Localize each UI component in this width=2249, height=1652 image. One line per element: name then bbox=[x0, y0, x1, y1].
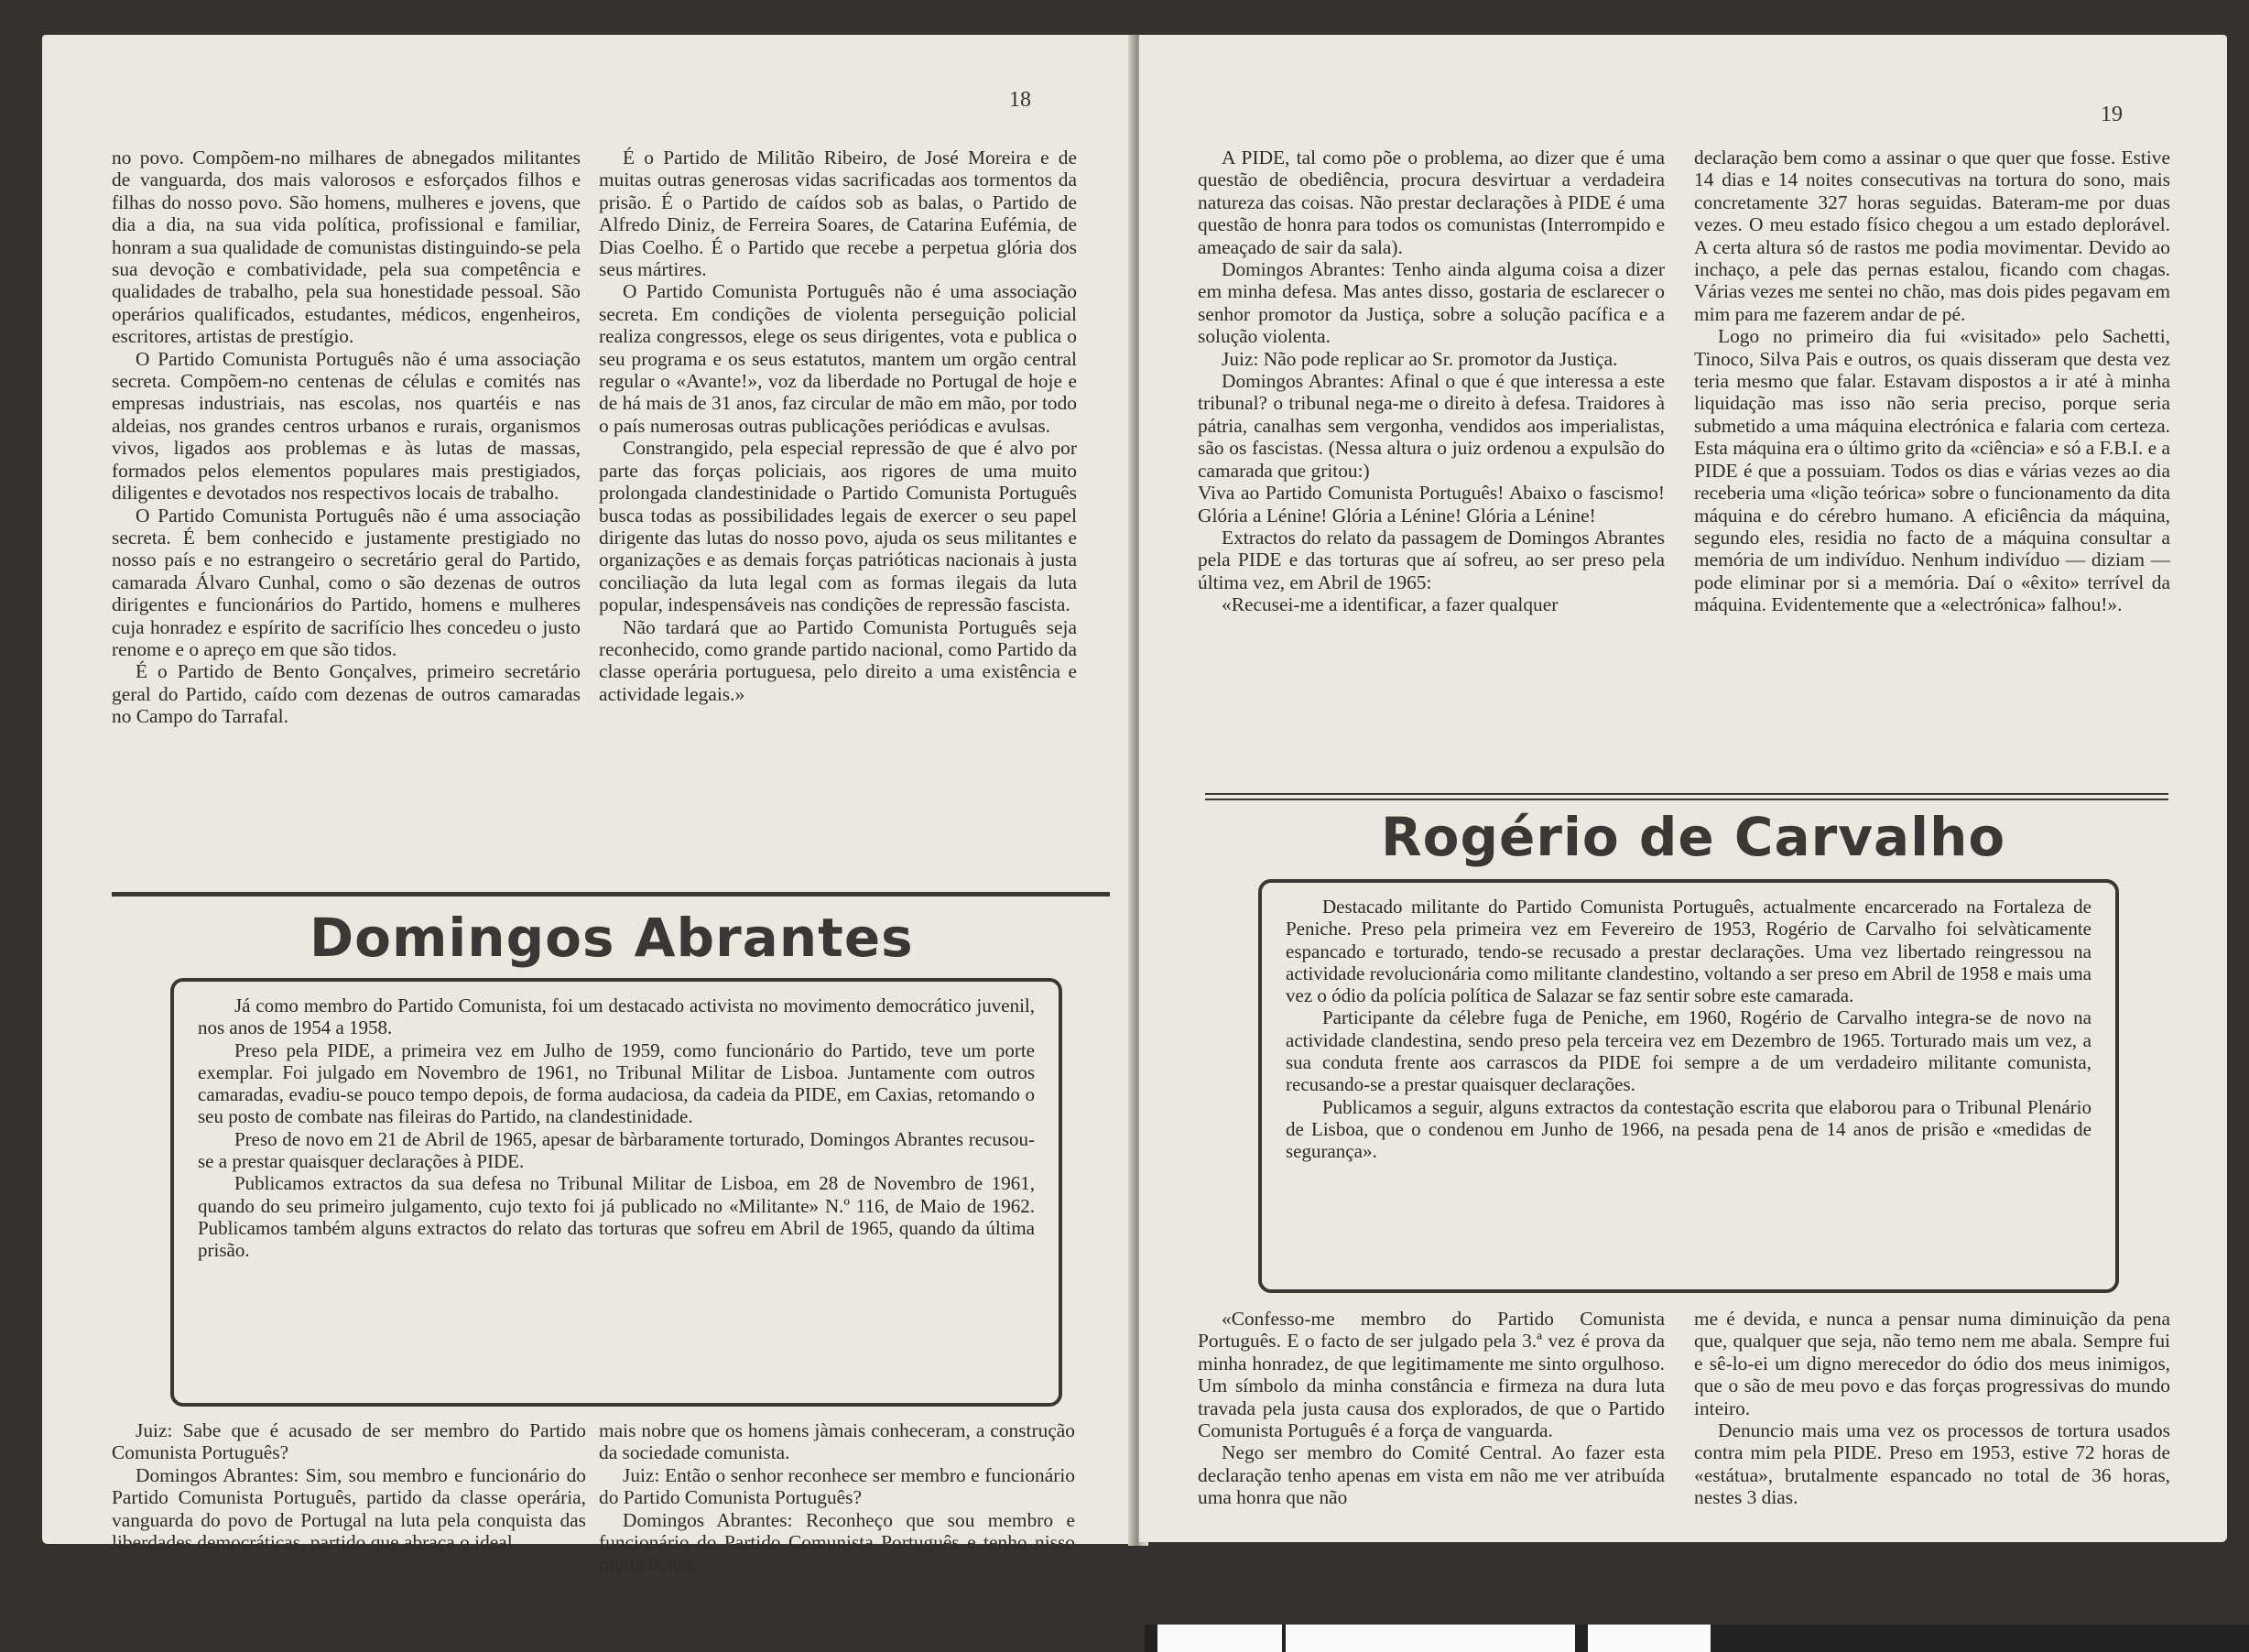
bio-paragraph: Preso de novo em 21 de Abril de 1965, apesar de bàrbaramente torturado, Domingos Abrantes recusou-se a prestar quaisquer declarações à PIDE. bbox=[198, 1127, 1035, 1173]
paragraph: O Partido Comunista Português não é uma associação secreta. Compõem-no centenas de células e comités nas empresas industriais, nas escolas, nos quartéis e nas aldeias, nos grandes centros urbanos e rurais, organismos vivos, ligados aos problemas e às lutas de massas, formados pelos elementos populares mais prestigiados, diligentes e devotados nos respectivos locais de trabalho. bbox=[112, 347, 581, 505]
paragraph: Logo no primeiro dia fui «visitado» pelo Sachetti, Tinoco, Silva Pais e outros, os quais disseram que desta vez teria mesmo que falar. Estavam dispostos a ir até à minha liquidação mas isso não seria preciso, porque seria submetido a uma máquina electrónica e falaria com certeza. Esta máquina era o último grito da «ciência» e só a F.B.I. e a PIDE é que a possuiam. Todos os dias e várias vezes ao dia receberia uma «lição teórica» sobre o funcionamento da dita máquina e do cérebro humano. A eficiência da máquina, segundo eles, residia no facto de a máquina consultar a memória de um indivíduo. Nenhum indivíduo — diziam — pode eliminar por si a memória. Daí o «êxito» terrível da máquina. Evidentemente que a «electrónica» falhou!». bbox=[1694, 325, 2170, 616]
bio-box bbox=[1258, 879, 2119, 1293]
left-col-2 bbox=[599, 147, 1077, 705]
right-bottom-col-1 bbox=[1198, 1308, 1665, 1509]
bio-paragraph: Já como membro do Partido Comunista, foi um destacado activista no movimento democrático juvenil, nos anos de 1954 a 1958. bbox=[198, 994, 1035, 1039]
paragraph: Viva ao Partido Comunista Português! Abaixo o fascismo! Glória a Lénine! Glória a Lénine! Glória a Lénine! bbox=[1198, 482, 1665, 527]
paragraph: Nego ser membro do Comité Central. Ao fazer esta declaração tenho apenas em vista em não me ver atribuída uma honra que não bbox=[1198, 1441, 1665, 1509]
page-19 bbox=[1139, 35, 2227, 1542]
bio-paragraph: Participante da célebre fuga de Peniche, em 1960, Rogério de Carvalho integra-se de novo na actividade clandestina, sendo preso pela terceira vez em Dezembro de 1965. Torturado mais um vez, a sua conduta frente aos carrascos da PIDE foi sempre a de um verdadeiro militante comunista, recusando-se a prestar quaisquer declarações. bbox=[1286, 1006, 2091, 1096]
paragraph: A PIDE, tal como põe o problema, ao dizer que é uma questão de obediência, procura desvirtuar a verdadeira natureza das coisas. Não prestar declarações à PIDE é uma questão de honra para todos os comunistas (Interrompido e ameaçado de sair da sala). bbox=[1198, 147, 1665, 258]
scale-bar bbox=[1145, 1625, 2249, 1652]
right-col-2 bbox=[1694, 147, 2170, 616]
paragraph: mais nobre que os homens jàmais conheceram, a construção da sociedade comunista. bbox=[599, 1419, 1075, 1464]
paragraph: É o Partido de Militão Ribeiro, de José Moreira e de muitas outras generosas vidas sacrificadas aos tormentos da prisão. É o Partido de caídos sob as balas, o Partido de Alfredo Diniz, de Ferreira Soares, de Catarina Eufémia, de Dias Coelho. É o Partido que recebe a perpetua glória dos seus mártires. bbox=[599, 147, 1077, 281]
bio-box bbox=[170, 978, 1062, 1407]
left-col-1 bbox=[112, 147, 581, 728]
left-bottom-col-1 bbox=[112, 1419, 586, 1553]
bio-paragraph: Publicamos a seguir, alguns extractos da contestação escrita que elaborou para o Tribunal Plenário de Lisboa, que o condenou em Junho de 1966, na pesada pena de 14 anos de prisão e «medidas de segurança». bbox=[1286, 1095, 2091, 1163]
page-number: 19 bbox=[2101, 103, 2123, 126]
paragraph: Juiz: Não pode replicar ao Sr. promotor da Justiça. bbox=[1222, 347, 1618, 370]
paragraph: O Partido Comunista Português não é uma associação secreta. Em condições de violenta perseguição policial realiza congressos, elege os seus dirigentes, vota e publica o seu programa e os seus estatutos, mantem um orgão central regular o «Avante!», voz da liberdade no Portugal de hoje e de há mais de 31 anos, faz circular de mão em mão, por todo o país numerosas outras publicações periódicas e avulsas. bbox=[599, 280, 1077, 437]
bio-paragraph: Preso pela PIDE, a primeira vez em Julho de 1959, como funcionário do Partido, teve um porte exemplar. Foi julgado em Novembro de 1961, no Tribunal Militar de Lisboa. Juntamente com outros camaradas, evadiu-se pouco tempo depois, de forma audaciosa, da cadeia da PIDE, em Caxias, retomando o seu posto de combate nas fileiras do Partido, na clandestinidade. bbox=[198, 1038, 1035, 1128]
section-rule bbox=[1205, 799, 2168, 800]
page-18 bbox=[42, 35, 1134, 1576]
paragraph: «Confesso-me membro do Partido Comunista Português. E o facto de ser julgado pela 3.ª vez é prova da minha honradez, de que legitimamente me sinto orgulhoso. Um símbolo da minha constância e firmeza na dura luta travada pela justa causa dos explorados, de que o Partido Comunista Português é a força de vanguarda. bbox=[1198, 1308, 1665, 1442]
page-number: 18 bbox=[1009, 88, 1031, 112]
paragraph: Constrangido, pela especial repressão de que é alvo por parte das forças policiais, aos rigores de uma muito prolongada clandestinidade o Partido Comunista Português busca todas as possibilidades legais de exercer o seu papel dirigente das lutas do nosso povo, ajuda os seus militantes e organizações e as demais forças patrióticas nacionais à justa conciliação da luta legal com as formas ilegais da luta popular, indespensáveis nas condições de repressão fascista. bbox=[599, 437, 1077, 616]
right-bottom-col-2 bbox=[1694, 1308, 2170, 1509]
paragraph: O Partido Comunista Português não é uma associação secreta. É bem conhecido e justamente prestigiado no nosso país e no estrangeiro o secretário geral do Partido, camarada Álvaro Cunhal, como o são dezenas de outros dirigentes e funcionários do Partido, homens e mulheres cuja honradez e espírito de sacrifício lhes concedeu o justo renome e o apreço em que são tidos. bbox=[112, 504, 581, 660]
paragraph: declaração bem como a assinar o que quer que fosse. Estive 14 dias e 14 noites consecutivas na tortura do sono, mais concretamente 327 horas seguidas. Bateram-me por duas vezes. O meu estado físico chegou a um estado deplorável. A certa altura só de rastos me podia movimentar. Devido ao inchaço, a pele das pernas estalou, ficando com chagas. Várias vezes me sentei no chão, mas dois pides pegavam em mim para me fazerem andar de pé. bbox=[1694, 147, 2170, 325]
paragraph: Domingos Abrantes: Sim, sou membro e funcionário do Partido Comunista Português, partido da classe operária, vanguarda do povo de Portugal na luta pela conquista das liberdades democráticas, partido que abraça o ideal bbox=[112, 1463, 586, 1554]
paragraph: «Recusei-me a identificar, a fazer qualquer bbox=[1222, 593, 1559, 616]
paragraph: no povo. Compõem-no milhares de abnegados militantes de vanguarda, dos mais valorosos e esforçados filhos e filhas do nosso povo. São homens, mulheres e jovens, que dia a dia, na sua vida política, profissional e familiar, honram a sua qualidade de comunistas distinguindo-se pela sua devoção e combatividade, pela sua competência e qualidades de trabalho, pela sua honestidade pessoal. São operários qualificados, estudantes, médicos, engenheiros, escritores, artistas de prestígio. bbox=[112, 147, 581, 348]
bio-paragraph: Publicamos extractos da sua defesa no Tribunal Militar de Lisboa, em 28 de Novembro de 1961, quando do seu primeiro julgamento, cujo texto foi já publicado no «Militante» N.º 116, de Maio de 1962. Publicamos também alguns extractos do relato das torturas que sofreu em Abril de 1965, quando da última prisão. bbox=[198, 1172, 1035, 1262]
paragraph: Extractos do relato da passagem de Domingos Abrantes pela PIDE e das torturas que aí sofreu, ao ser preso pela última vez, em Abril de 1965: bbox=[1198, 526, 1665, 593]
paragraph: Juiz: Sabe que é acusado de ser membro do Partido Comunista Português? bbox=[112, 1419, 586, 1464]
paragraph: Denuncio mais uma vez os processos de tortura usados contra mim pela PIDE. Preso em 1953, estive 72 horas de «estátua», brutalmente espancado no total de 36 horas, nestes 3 dias. bbox=[1694, 1419, 2170, 1509]
paragraph: Domingos Abrantes: Afinal o que é que interessa a este tribunal? o tribunal nega-me o direito à defesa. Traidores à pátria, canalhas sem vergonha, vendidos aos imperialistas, são os fascistas. (Nessa altura o juiz ordenou a expulsão do camarada que gritou:) bbox=[1198, 370, 1665, 482]
section-heading: Domingos Abrantes bbox=[310, 907, 914, 969]
section-heading: Rogério de Carvalho bbox=[1381, 806, 2006, 868]
paragraph: Juiz: Então o senhor reconhece ser membro e funcionário do Partido Comunista Português? bbox=[599, 1463, 1075, 1509]
paragraph: É o Partido de Bento Gonçalves, primeiro secretário geral do Partido, caído com dezenas de outros camaradas no Campo do Tarrafal. bbox=[112, 660, 581, 728]
left-bottom-col-2 bbox=[599, 1419, 1075, 1576]
right-col-1 bbox=[1198, 147, 1665, 616]
paragraph: me é devida, e nunca a pensar numa diminuição da pena que, qualquer que seja, não temo nem me abala. Sempre fui e sê-lo-ei um digno merecedor do ódio dos meus inimigos, que o são de meu povo e das forças progressivas do mundo inteiro. bbox=[1694, 1308, 2170, 1419]
paragraph: Não tardará que ao Partido Comunista Português seja reconhecido, como grande partido nacional, como Partido da classe operária portuguesa, pelo direito a uma existência e actividade legais.» bbox=[599, 615, 1077, 705]
paragraph: Domingos Abrantes: Reconheço que sou membro e funcionário do Partido Comunista Português e tenho nisso muita honra. bbox=[599, 1508, 1075, 1576]
section-rule bbox=[1205, 793, 2168, 795]
section-rule bbox=[112, 892, 1110, 897]
paragraph: Domingos Abrantes: Tenho ainda alguma coisa a dizer em minha defesa. Mas antes disso, gostaria de esclarecer o senhor promotor da Justiça, sobre a solução pacífica e a solução violenta. bbox=[1198, 258, 1665, 348]
bio-paragraph: Destacado militante do Partido Comunista Português, actualmente encarcerado na Fortaleza de Peniche. Preso pela primeira vez em Fevereiro de 1953, Rogério de Carvalho foi selvàticamente espancado e torturado, tendo-se recusado a prestar declarações. Uma vez libertado reingressou na actividade revolucionária como militante clandestino, voltando a ser preso em Abril de 1958 e mais uma vez o ódio da polícia política de Salazar se faz sentir sobre este camarada. bbox=[1286, 896, 2091, 1007]
